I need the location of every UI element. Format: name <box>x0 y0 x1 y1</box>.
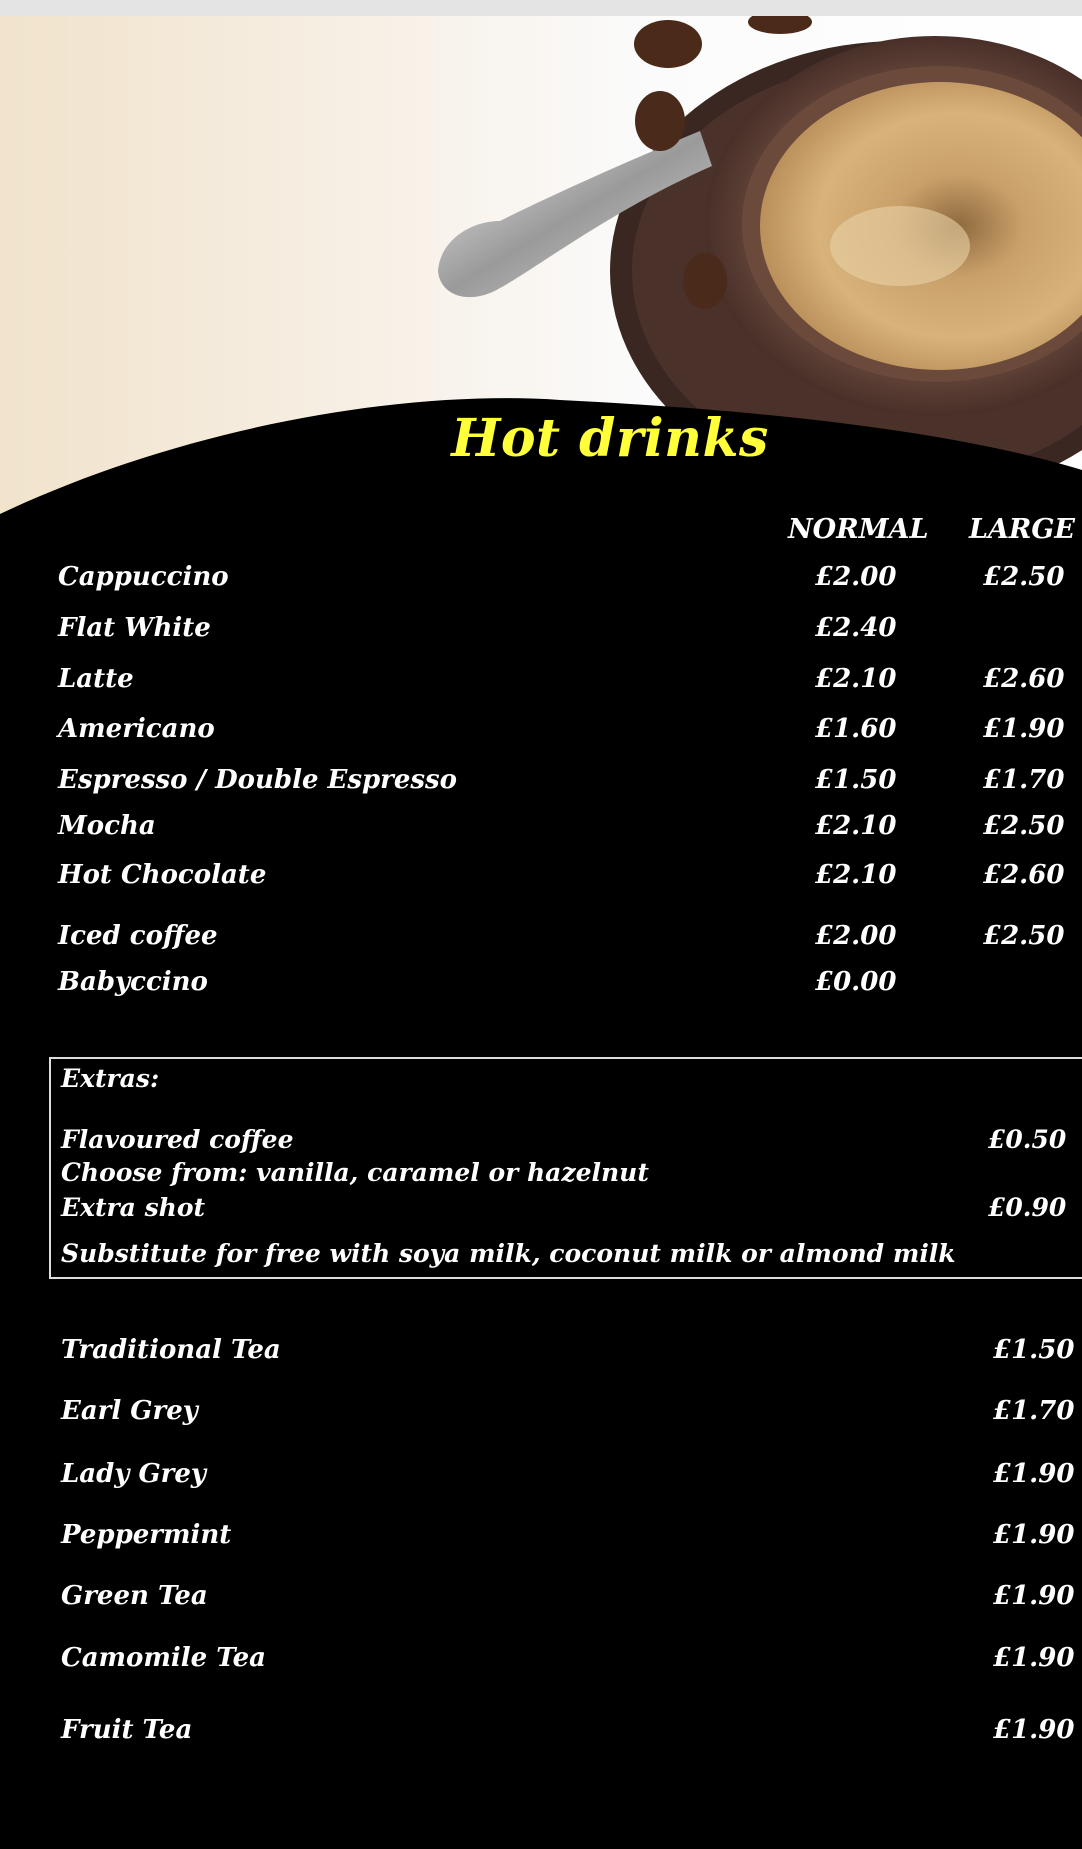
item-name: Camomile Tea <box>61 1643 267 1673</box>
price-large: £1.70 <box>983 765 1065 795</box>
item-price: £1.90 <box>993 1581 1075 1611</box>
price-large: £2.60 <box>983 860 1065 890</box>
item-name: Hot Chocolate <box>58 860 267 890</box>
item-name: Americano <box>58 714 215 744</box>
menu-row <box>0 714 1082 754</box>
column-header-normal: NORMAL <box>788 514 929 545</box>
item-price: £1.70 <box>993 1396 1075 1426</box>
item-name: Mocha <box>58 811 156 841</box>
extras-shot-label: Extra shot <box>61 1193 206 1222</box>
menu-row <box>0 613 1082 653</box>
item-price: £1.90 <box>993 1715 1075 1745</box>
tea-row <box>0 1520 1082 1560</box>
price-large: £2.50 <box>983 562 1065 592</box>
extras-flavour-options: Choose from: vanilla, caramel or hazelnut <box>61 1158 649 1187</box>
price-large: £1.90 <box>983 714 1065 744</box>
price-large: £2.50 <box>983 811 1065 841</box>
price-normal: £2.00 <box>815 921 897 951</box>
menu-title: Hot drinks <box>451 408 769 469</box>
price-normal: £2.40 <box>815 613 897 643</box>
tea-row <box>0 1396 1082 1436</box>
extras-heading: Extras: <box>61 1064 160 1093</box>
item-name: Fruit Tea <box>61 1715 193 1745</box>
item-name: Flat White <box>58 613 211 643</box>
item-name: Traditional Tea <box>61 1335 281 1365</box>
extras-flavoured-price: £0.50 <box>988 1125 1067 1154</box>
item-name: Latte <box>58 664 134 694</box>
menu-row <box>0 765 1082 805</box>
item-name: Peppermint <box>61 1520 232 1550</box>
price-large: £2.60 <box>983 664 1065 694</box>
browser-top-strip <box>0 0 1082 16</box>
item-name: Iced coffee <box>58 921 218 951</box>
price-normal: £1.60 <box>815 714 897 744</box>
extras-milk-note: Substitute for free with soya milk, coconut milk or almond milk <box>61 1239 956 1268</box>
item-price: £1.90 <box>993 1459 1075 1489</box>
price-large: £2.50 <box>983 921 1065 951</box>
item-name: Green Tea <box>61 1581 208 1611</box>
menu-row <box>0 860 1082 900</box>
tea-row <box>0 1643 1082 1683</box>
price-normal: £2.10 <box>815 860 897 890</box>
item-name: Earl Grey <box>61 1396 198 1426</box>
price-normal: £1.50 <box>815 765 897 795</box>
menu-row <box>0 921 1082 961</box>
extras-flavoured-label: Flavoured coffee <box>61 1125 294 1154</box>
tea-row <box>0 1335 1082 1375</box>
item-price: £1.90 <box>993 1520 1075 1550</box>
menu-row <box>0 562 1082 602</box>
item-name: Cappuccino <box>58 562 229 592</box>
menu-row <box>0 664 1082 704</box>
menu-row <box>0 811 1082 851</box>
item-name: Babyccino <box>58 967 208 997</box>
item-price: £1.50 <box>993 1335 1075 1365</box>
item-name: Espresso / Double Espresso <box>58 765 458 795</box>
tea-row <box>0 1459 1082 1499</box>
item-name: Lady Grey <box>61 1459 207 1489</box>
price-normal: £2.00 <box>815 562 897 592</box>
price-normal: £2.10 <box>815 811 897 841</box>
extras-shot-price: £0.90 <box>988 1193 1067 1222</box>
item-price: £1.90 <box>993 1643 1075 1673</box>
tea-row <box>0 1581 1082 1621</box>
tea-row <box>0 1715 1082 1755</box>
price-normal: £0.00 <box>815 967 897 997</box>
price-normal: £2.10 <box>815 664 897 694</box>
column-header-large: LARGE <box>969 514 1076 545</box>
menu-row <box>0 967 1082 1007</box>
